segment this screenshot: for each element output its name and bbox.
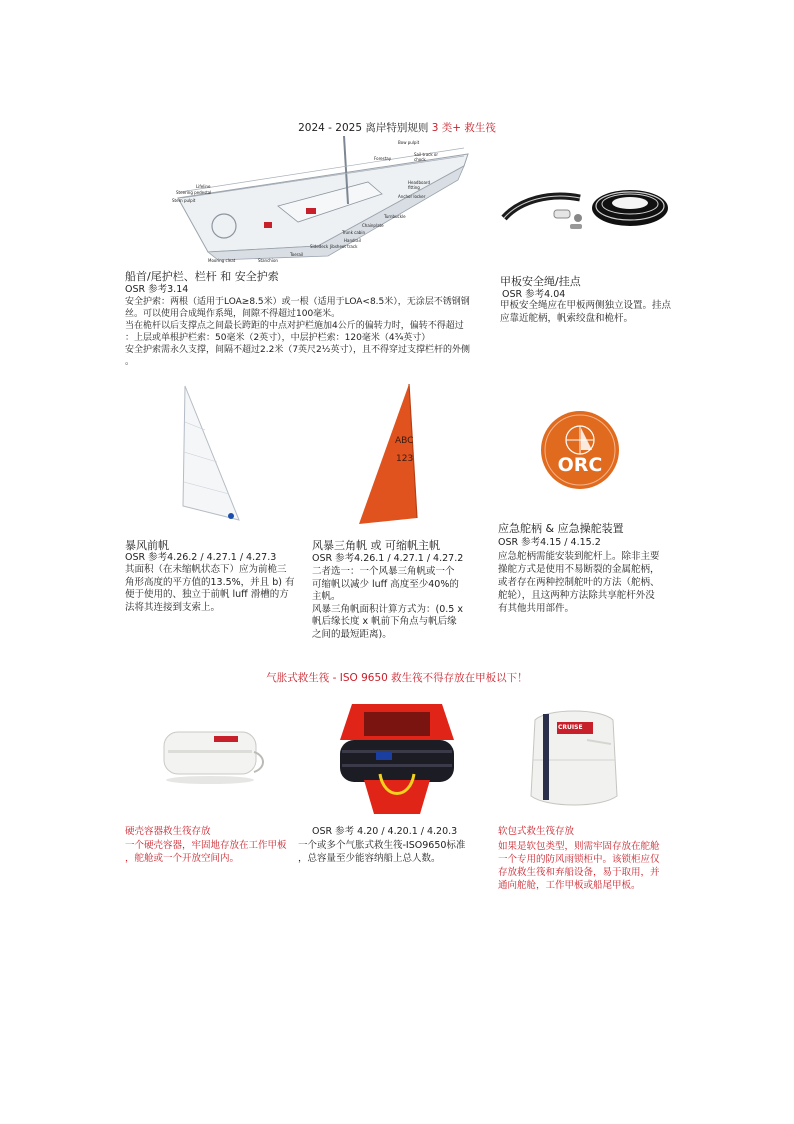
boat-label: Lifeline — [196, 184, 211, 189]
trysail-line: 可缩帆以减少 luff 高度至少40%的 — [312, 578, 459, 590]
boat-label: Turnbuckle — [384, 214, 406, 219]
orc-logo — [540, 410, 620, 490]
storm-jib-title: 暴风前帆 — [125, 539, 169, 552]
trysail-sail-text: ABC — [395, 436, 414, 446]
soft-raft-bag-text: CRUISE — [558, 724, 583, 731]
boat-label: Bow pulpit — [398, 140, 420, 145]
soft-raft-line: 存放救生筏和弃船设备，易于取用，并 — [498, 867, 660, 878]
trysail-line: 二者选一：一个风暴三角帆或一个 — [312, 566, 455, 577]
boat-label: Toerail — [290, 252, 303, 257]
boat-label: Chainplate — [362, 223, 384, 228]
trysail-sail-text: 123 — [396, 454, 414, 464]
storm-jib-body — [125, 564, 305, 614]
soft-valise-raft-image — [527, 700, 621, 812]
storm-jib-line: 角形高度的平方值的13.5%，并且 b) 有 — [125, 576, 295, 588]
boat-label: Stern pulpit — [172, 198, 196, 203]
jackstay-title: 甲板安全绳/挂点 — [500, 275, 581, 288]
page-title-prefix: 2024 - 2025 离岸特别规则 — [298, 122, 432, 134]
jackstay-body — [500, 300, 680, 325]
orc-logo-text: ORC — [557, 454, 603, 476]
inflated-raft-image — [334, 700, 460, 818]
lifelines-line: 丝。可以使用合成绳作系绳，间隙不得超过100毫米。 — [125, 309, 341, 319]
jackstay-ref: OSR 参考4.04 — [502, 289, 566, 300]
hard-raft-line: 一个硬壳容器，牢固地存放在工作甲板 — [125, 840, 287, 851]
main-raft-line: ，总容量至少能容纳船上总人数。 — [298, 852, 441, 864]
steering-line: 操舵方式是使用不易断裂的金属舵柄， — [498, 564, 660, 575]
storm-jib-line: 法将其连接到支索上。 — [125, 601, 221, 613]
steering-title: 应急舵柄 & 应急操舵装置 — [498, 522, 624, 535]
lifelines-line: 。 — [125, 357, 135, 367]
boat-label: Headboard fitting — [408, 180, 431, 190]
boat-label: Anchor locker — [398, 194, 426, 199]
soft-raft-line: 一个专用的防风雨锁柜中。该锁柜应仅 — [498, 854, 660, 865]
steering-ref: OSR 参考4.15 / 4.15.2 — [498, 537, 601, 548]
page-title — [0, 120, 794, 135]
boat-label: Handrail — [344, 238, 361, 243]
trysail-line: 风暴三角帆面积计算方式为：(0.5 x — [312, 603, 463, 615]
hard-raft-line: ，舵舱或一个开放空间内。 — [125, 852, 240, 864]
boat-label: Trunk cabin — [342, 230, 365, 235]
boat-label: Sidedeck — [310, 244, 329, 249]
steering-line: 有其他共用部件。 — [498, 603, 575, 614]
storm-jib-image — [175, 382, 245, 524]
lifelines-title: 船首/尾护栏、栏杆 和 安全护索 — [125, 270, 279, 283]
soft-raft-line: 如果是软包类型，则需牢固存放在舵舱 — [498, 841, 660, 852]
soft-raft-title: 软包式救生筏存放 — [498, 826, 575, 837]
main-raft-body — [298, 840, 488, 865]
hard-raft-body — [125, 840, 305, 865]
storm-jib-line: 便于使用的、独立于前帆 luff 滑槽的方 — [125, 589, 289, 600]
trysail-title: 风暴三角帆 或 可缩帆主帆 — [312, 539, 440, 552]
trysail-line: 帆后缘长度 x 帆前下角点与帆后缘 — [312, 616, 457, 627]
trysail-body — [312, 566, 492, 641]
jackstay-line: 甲板安全绳应在甲板两侧独立设置。挂点 — [500, 300, 672, 311]
steering-line: 应急舵柄需能安装到舵杆上。除非主要 — [498, 551, 660, 562]
lifelines-ref: OSR 参考3.14 — [125, 284, 189, 295]
lifelines-line: 安全护索需永久支撑，间隔不超过2.2米（7英尺2½英寸），且不得穿过支撑栏杆的外侧 — [125, 345, 470, 355]
trysail-ref: OSR 参考4.26.1 / 4.27.1 / 4.27.2 — [312, 553, 464, 564]
trysail-image — [355, 382, 425, 528]
main-raft-ref: OSR 参考 4.20 / 4.20.1 / 4.20.3 — [312, 826, 458, 837]
main-raft-line: 一个或多个气胀式救生筏-ISO9650标准 — [298, 840, 466, 851]
boat-label: Mooring cleat — [208, 258, 236, 263]
storm-jib-line: 其面积（在未缩帆状态下）应为前桅三 — [125, 564, 287, 575]
lifelines-line: 安全护索：两根（适用于LOA≥8.5米）或一根（适用于LOA<8.5米），无涂层不锈钢钢 — [125, 297, 470, 307]
steering-line: 舵轮），且这两种方法除共享舵杆外没 — [498, 590, 655, 601]
soft-raft-body — [498, 840, 682, 892]
steering-body — [498, 550, 678, 615]
storm-jib-ref: OSR 参考4.26.2 / 4.27.1 / 4.27.3 — [125, 552, 277, 563]
page-title-highlight: 3 类+ 救生筏 — [431, 122, 496, 134]
steering-line: 或者存在两种控制舵叶的方法（舵柄、 — [498, 577, 660, 588]
boat-label: Steering pedestal — [176, 190, 212, 195]
boat-label: Sail track or chock — [414, 152, 439, 162]
trysail-line: 之间的最短距离)。 — [312, 628, 392, 640]
hard-raft-title: 硬壳容器救生筏存放 — [125, 826, 211, 837]
boat-label: Stanchion — [258, 258, 278, 263]
liferaft-banner: 气胀式救生筏 - ISO 9650 救生筏不得存放在甲板以下！ — [266, 672, 528, 684]
jackstay-line: 应靠近舵柄，帆索绞盘和桅杆。 — [500, 312, 634, 324]
lifelines-line: 当在桅杆以后支撑点之间最长跨距的中点对护栏施加4公斤的偏转力时，偏转不得超过 — [125, 321, 464, 331]
lifelines-body — [125, 296, 497, 368]
boat-label: Forestay — [374, 156, 392, 161]
lifelines-line: ：上层或单根护栏索：50毫米（2英寸），中层护栏索：120毫米（4¾英寸） — [125, 333, 431, 343]
jackstay-strap-image — [500, 170, 672, 250]
hard-container-raft-image — [158, 722, 268, 786]
boat-label: Jibsheet track — [330, 244, 358, 249]
soft-raft-line: 通向舵舱，工作甲板或船尾甲板。 — [498, 880, 641, 891]
trysail-line: 主帆。 — [312, 591, 341, 602]
